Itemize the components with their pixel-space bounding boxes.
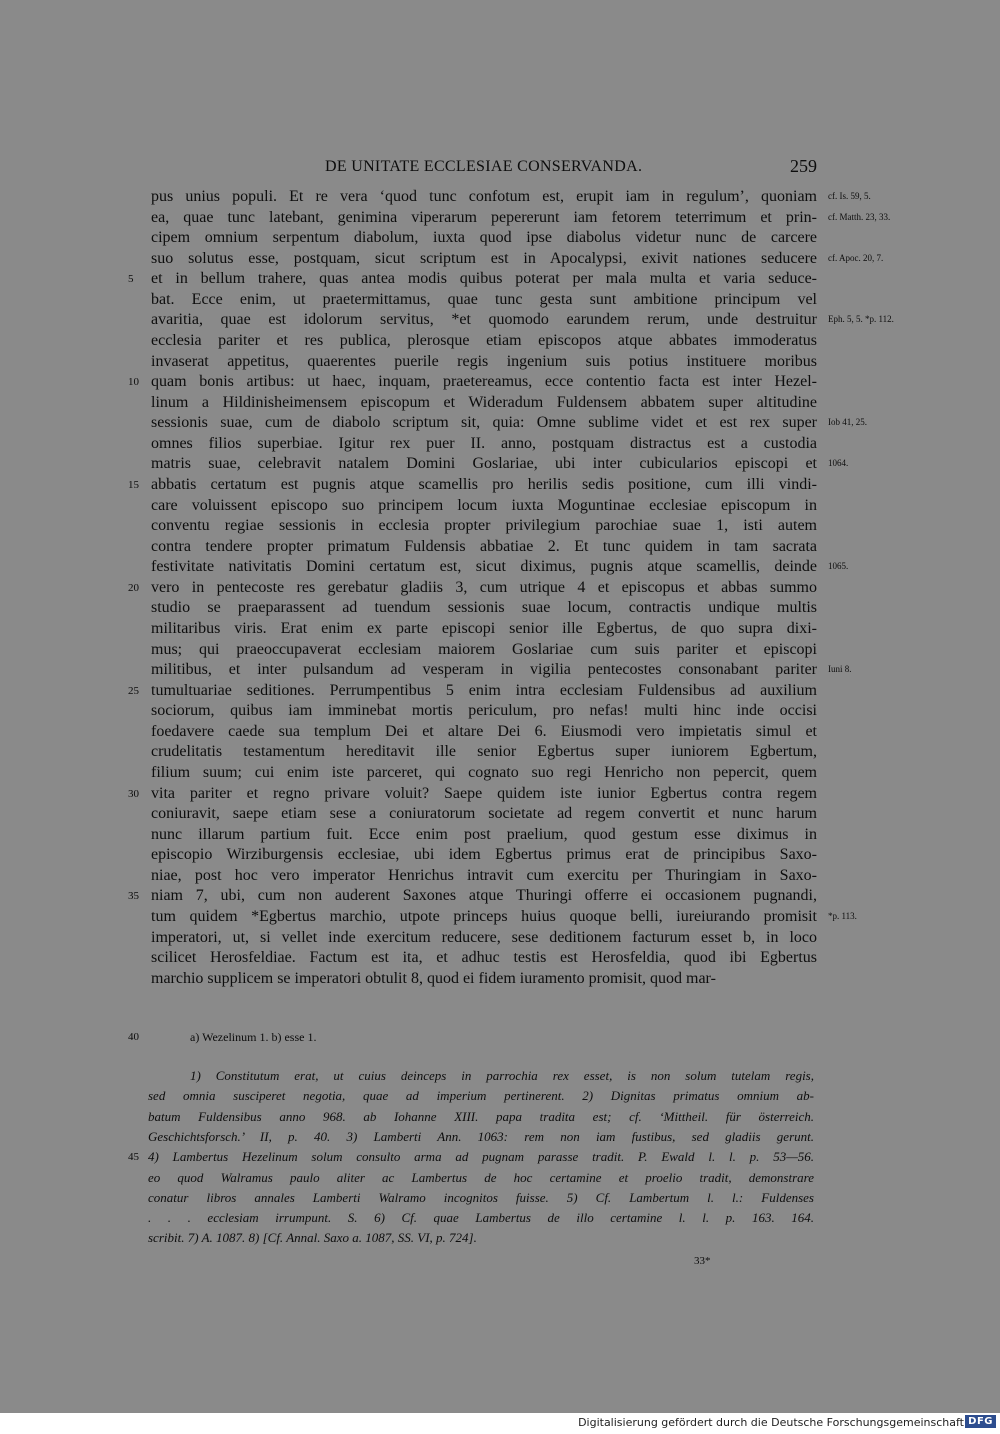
footnote-line: batum Fuldensibus anno 968. ab Iohanne XIII. papa tradita est; cf. ‘Mittheil. für österreich. [148,1108,814,1124]
body-line: care voluissent episcopo suo principem locum iuxta Moguntinae ecclesiae episcopum in [151,496,817,514]
body-line: avaritia, quae est idolorum servitus, *et quomodo earundem rerum, unde destruitur [151,311,817,329]
body-line: festivitate nativitatis Domini certatum est, sicut diximus, pugnis atque scamellis, deinde [151,558,817,576]
body-line: militaribus viris. Erat enim ex parte episcopi senior ille Egbertus, de quo supra dixi- [151,619,817,637]
body-line: filium suum; cui enim iste parceret, qui cognato suo regi Henricho non pepercit, quem [151,763,817,781]
margin-note: cf. Apoc. 20, 7. [828,252,884,263]
footnote-line: 4) Lambertus Hezelinum solum consulto arma ad pugnam parasse tradit. P. Ewald l. l. p. 53—56. [148,1149,814,1165]
body-line: episcopio Wirziburgensis ecclesiae, ubi idem Egbertus primus erat de principibus Saxo- [151,846,817,864]
line-number: 30 [128,787,139,800]
running-title: DE UNITATE ECCLESIAE CONSERVANDA. [325,158,643,175]
line-number: 20 [128,581,139,594]
line-number: 45 [128,1151,139,1164]
body-line: sessionis suae, cum de diabolo scriptum sit, quia: Omne sublime videt et est rex super [151,414,817,432]
body-line: linum a Hildinisheimensem episcopum et Wideradum Fuldensem abbatem super altitudine [151,393,817,411]
critical-apparatus: a) Wezelinum 1. b) esse 1. [190,1030,317,1044]
body-line: tumultuariae seditiones. Perrumpentibus 5 enim intra ecclesiam Fuldensibus ad auxilium [151,681,817,699]
body-line: pus unius populi. Et re vera ‘quod tunc confotum est, erupit iam in regulum’, quoniam [151,188,817,205]
footer-bar [0,1413,1000,1434]
body-line: invaserat appetitus, quaerentes puerile regis ingenium suis potius instituere moribus [151,352,817,370]
body-line: ea, quae tunc latebant, genimina viperarum pepererunt iam fetorem teterrimum et prin- [151,208,817,226]
body-line: mus; qui praeoccupaverat ecclesiam maiorem Goslariae cum suis pariter et episcopi [151,640,817,658]
margin-note: cf. Matth. 23, 33. [828,211,891,222]
body-line: niae, post hoc vero imperator Henrichus intravit cum exercitu per Thuringiam in Saxo- [151,866,817,884]
body-line: crudelitatis testamentum hereditavit ille senior Egbertus super iuniorem Egbertum, [151,743,817,761]
line-number: 10 [128,376,139,389]
body-line: vita pariter et regno privare voluit? Saepe quidem iste iunior Egbertus contra regem [151,784,817,802]
body-line: suo solutus esse, postquam, sicut scriptum est in Apocalypsi, exivit nationes seducere [151,249,817,267]
body-line: studio se praeparassent ad tuendum sessionis suae locum, contractis undique multis [151,599,817,617]
footnote-line: scribit. 7) A. 1087. 8) [Cf. Annal. Saxo a. 1087, SS. VI, p. 724]. [148,1230,477,1246]
margin-note: *p. 113. [828,910,857,921]
line-number: 15 [128,478,139,491]
margin-note: cf. Is. 59, 5. [828,191,871,201]
body-line: contra tendere propter primatum Fuldensis abbatiae 2. Et tunc quidem in tam sacrata [151,537,817,555]
margin-note: Eph. 5, 5. *p. 112. [828,314,894,325]
body-line: omnes filios superbiae. Igitur rex puer II. anno, postquam distractus est a custodia [151,434,817,452]
sheet-signature: 33* [694,1255,711,1267]
body-line: coniuravit, saepe etiam sese a coniuratorum societate ad regem convertit et nunc harum [151,805,817,823]
footnote-line: Geschichtsforsch.’ II, p. 40. 3) Lamberti Ann. 1063: rem non iam fustibus, sed gladiis gerunt. [148,1128,814,1144]
margin-note: 1065. [828,561,849,572]
body-line: foedavere caede sua templum Dei et altare Dei 6. Eiusmodi vero impietatis simul et [151,722,817,740]
body-line: abbatis certatum est pugnis atque scamellis pro herilis sedis positione, cum illi vindi- [151,475,817,493]
body-line: tum quidem *Egbertus marchio, utpote princeps huius quoque belli, iureiurando promisit [151,907,817,925]
footnote-line: sed omnia susciperet negotia, quae ad imperium pertinerent. 2) Dignitas primatus omnium ab- [148,1088,814,1104]
body-line: scilicet Herosfeldiae. Factum est ita, et adhuc testis est Herosfeldia, quod ibi Egbertus [151,949,817,967]
margin-note: Iob 41, 25. [828,417,867,428]
page-number: 259 [790,156,817,176]
line-number: 40 [128,1031,139,1043]
line-number: 35 [128,890,139,903]
body-line: niam 7, ubi, cum non auderent Saxones atque Thuringi offerre ei occasionem pugnandi, [151,887,817,905]
body-line: ecclesia pariter et res publica, plerosque etiam episcopos atque abbates immoderatus [151,331,817,349]
margin-note: Iuni 8. [828,664,852,675]
body-line: conventu regiae sessionis in ecclesia propter privilegium parochiae suae 1, isti autem [151,517,817,535]
footnote-line: eo quod Walramus paulo aliter ac Lambertus de hoc certamine et proelio tradit, demonstrare [148,1169,814,1185]
body-line: marchio supplicem se imperatori obtulit 8, quod ei fidem iuramento promisit, quod mar- [151,969,716,987]
body-line: bat. Ecce enim, ut praetermittamus, quae tunc gesta sunt ambitione principum vel [151,290,817,308]
line-number: 25 [128,684,139,697]
body-line: matris suae, celebravit natalem Domini Goslariae, ubi inter cubicularios episcopi et [151,455,817,473]
body-line: quam bonis artibus: ut haec, inquam, praetereamus, ecce contentio facta est inter Hezel- [151,373,817,391]
margin-note: 1064. [828,458,849,469]
body-line: nunc illarum partium fuit. Ecce enim post praelium, quod gestum esse diximus in [151,825,817,843]
body-line: vero in pentecoste res gerebatur gladiis 3, cum utrique 4 et episcopus et abbas summo [151,578,817,596]
body-line: imperatori, ut, si vellet inde exercitum reducere, sese deditionem facturum esset b, in loco [151,928,817,946]
body-line: militibus, et inter pulsandum ad vesperam in vigilia pentecostes consonabant pariter [151,661,817,679]
body-line: et in bellum trahere, quas antea modis quibus poterat per mala multa et varia seduce- [151,270,817,288]
footer-credit: Digitalisierung gefördert durch die Deutsche Forschungsgemeinschaft [578,1416,964,1429]
body-line: sociorum, quibus iam imminebat mortis periculum, pro nefas! multi hinc inde occisi [151,702,817,720]
body-line: cipem omnium serpentum diabolum, iuxta quod ipse diabolus videtur nunc de carcere [151,229,817,247]
footnote-line: conatur libros annales Lamberti Walramo incognitos fuisse. 5) Cf. Lambertum l. l.: Fuldenses [148,1189,814,1205]
footnote-line: . . . ecclesiam irrumpunt. S. 6) Cf. quae Lambertus de illo certamine l. l. p. 163. 164. [148,1210,814,1226]
footnote-line: 1) Constitutum erat, ut cuius deinceps in parrochia rex esset, is non solum tutelam regis, [190,1068,814,1083]
line-number: 5 [128,273,134,286]
dfg-logo-icon: DFG [965,1415,996,1428]
